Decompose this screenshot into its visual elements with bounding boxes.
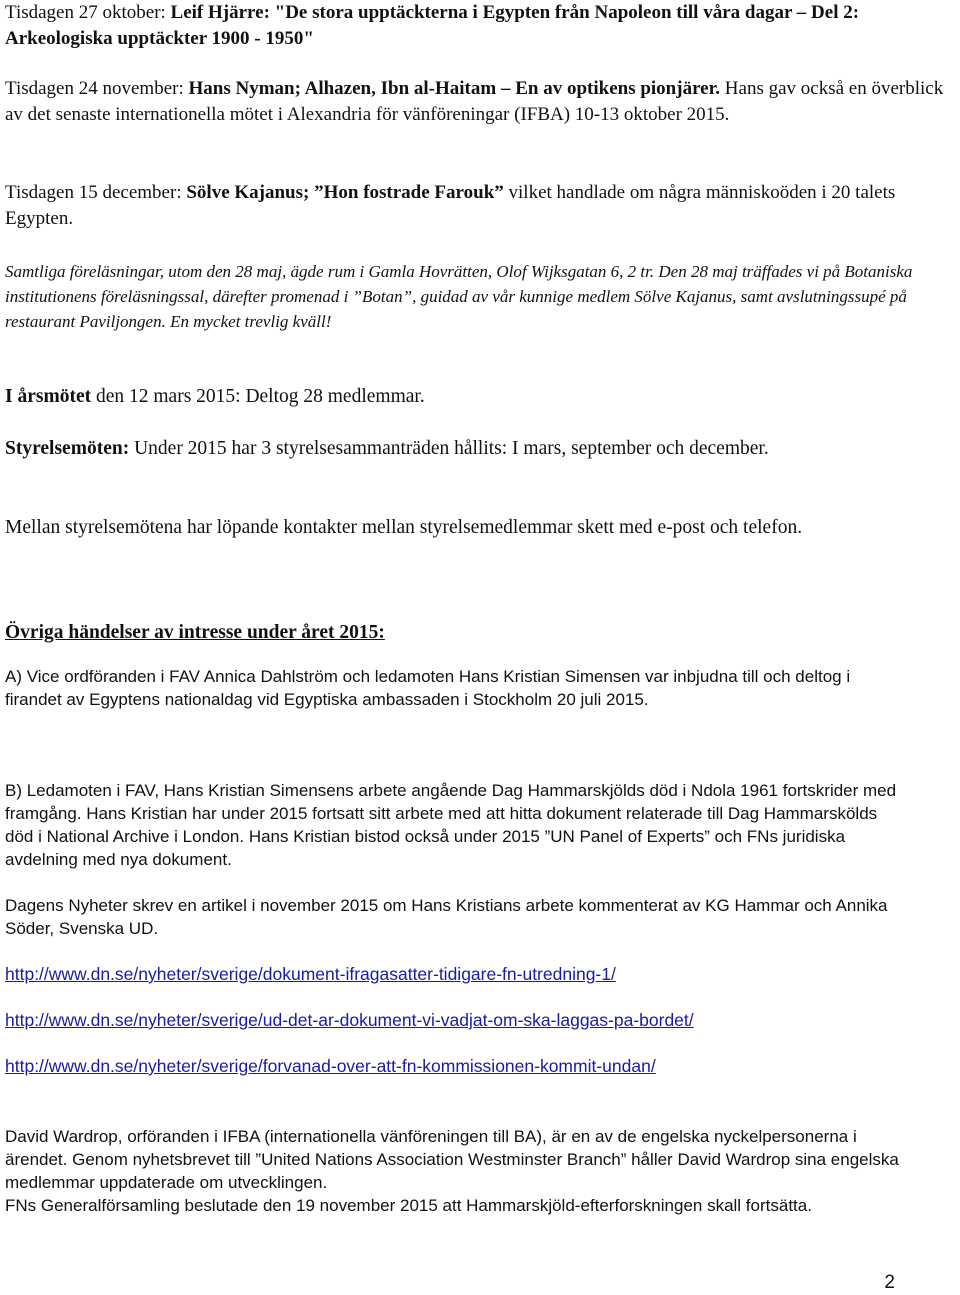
- article-link-3[interactable]: http://www.dn.se/nyheter/sverige/forvanad-over-att-fn-kommissionen-kommit-undan/: [5, 1056, 656, 1076]
- article-link-2[interactable]: http://www.dn.se/nyheter/sverige/ud-det-ar-dokument-vi-vadjat-om-ska-laggas-pa-bordet/: [5, 1010, 694, 1030]
- general-assembly-paragraph: FNs Generalförsamling beslutade den 19 november 2015 att Hammarskjöld-efterforskningen skall fortsätta.: [5, 1196, 812, 1215]
- lecture-entry-nov: [5, 76, 950, 128]
- article-link-1[interactable]: http://www.dn.se/nyheter/sverige/dokument-ifragasatter-tidigare-fn-utredning-1/: [5, 964, 616, 984]
- page-number: 2: [884, 1272, 895, 1293]
- lecture-date: Tisdagen 27 oktober:: [5, 2, 171, 23]
- link-row: [5, 964, 950, 985]
- event-b-text: ) Ledamoten i FAV, Hans Kristian Simensens arbete angående Dag Hammarskjölds död i Ndola 1961 fortskrider med framgång. Hans Kristian har under 2015 fortsatt sitt arbete med att hitta dokument relaterade till Dag Hammarskölds död i National Archive i London. Hans Kristian bistod också under 2015 ”UN Panel of Experts” och FNs juridiska avdelning med nya dokument.: [5, 781, 897, 869]
- venue-note: Samtliga föreläsningar, utom den 28 maj, ägde rum i Gamla Hovrätten, Olof Wijksgatan 6, 2 tr. Den 28 maj träffades vi på Botaniska institutionens föreläsningssal, därefter promenad i ”Botan”, guidad av vår kunnige medlem Sölve Kajanus, samt avslutningssupé på restaurant Paviljongen. En mycket trevlig kväll!: [5, 262, 913, 331]
- link-row: [5, 1056, 950, 1077]
- event-a-text: ) Vice ordföranden i FAV Annica Dahlström och ledamoten Hans Kristian Simensen var inbjudna till och deltog i firandet av Egyptens nationaldag vid Egyptiska ambassaden i Stockholm 20 juli 2015.: [5, 667, 851, 709]
- annual-meeting-label: I årsmötet: [5, 386, 92, 407]
- lecture-speaker: Hans Nyman; Alhazen, Ibn al-Haitam – En av optikens pionjärer.: [188, 78, 721, 99]
- wardrop-paragraph: David Wardrop, orföranden i IFBA (internationella vänföreningen till BA), är en av de engelska nyckelpersonerna i ärendet. Genom nyhetsbrevet till ”United Nations Association Westminster Branch” håller David Wardrop sina engelska medlemmar uppdaterade om utvecklingen.: [5, 1127, 899, 1192]
- lecture-date: Tisdagen 15 december:: [5, 182, 187, 203]
- lecture-description: vilket handlade om några människoöden i 20 talets Egypten.: [5, 182, 896, 229]
- event-b: [5, 779, 910, 871]
- annual-meeting: [5, 383, 950, 410]
- events-heading: [5, 619, 950, 646]
- lecture-speaker: Sölve Kajanus; ”Hon fostrade Farouk”: [186, 182, 504, 203]
- event-a-letter: A: [5, 667, 17, 686]
- event-b-letter: B: [5, 781, 17, 800]
- event-a: [5, 665, 905, 711]
- link-row: [5, 1010, 950, 1031]
- lecture-entry-oct: [5, 0, 950, 52]
- lecture-description: Hans gav också en överblick av det senaste internationella mötet i Alexandria för vänföreningar (IFBA) 10-13 oktober 2015.: [5, 78, 944, 125]
- lecture-speaker: Leif Hjärre:: [170, 2, 275, 23]
- board-meetings-label: Styrelsemöten:: [5, 438, 130, 459]
- board-contacts: Mellan styrelsemötena har löpande kontakter mellan styrelsemedlemmar skett med e-post och telefon.: [5, 517, 803, 538]
- annual-meeting-text: den 12 mars 2015: Deltog 28 medlemmar.: [91, 386, 425, 407]
- lecture-title: "De stora upptäckterna i Egypten från Napoleon till våra dagar – Del 2: Arkeologiska upptäckter 1900 - 1950": [5, 2, 860, 49]
- board-meetings: [5, 435, 885, 462]
- lecture-date: Tisdagen 24 november:: [5, 78, 189, 99]
- event-b-article: Dagens Nyheter skrev en artikel i november 2015 om Hans Kristians arbete kommenterat av KG Hammar och Annika Söder, Svenska UD.: [5, 896, 888, 938]
- lecture-entry-dec: [5, 180, 950, 232]
- board-meetings-text: Under 2015 har 3 styrelsesammanträden hållits: I mars, september och december.: [129, 438, 769, 459]
- events-heading-text: Övriga händelser av intresse under året 2015:: [5, 622, 385, 643]
